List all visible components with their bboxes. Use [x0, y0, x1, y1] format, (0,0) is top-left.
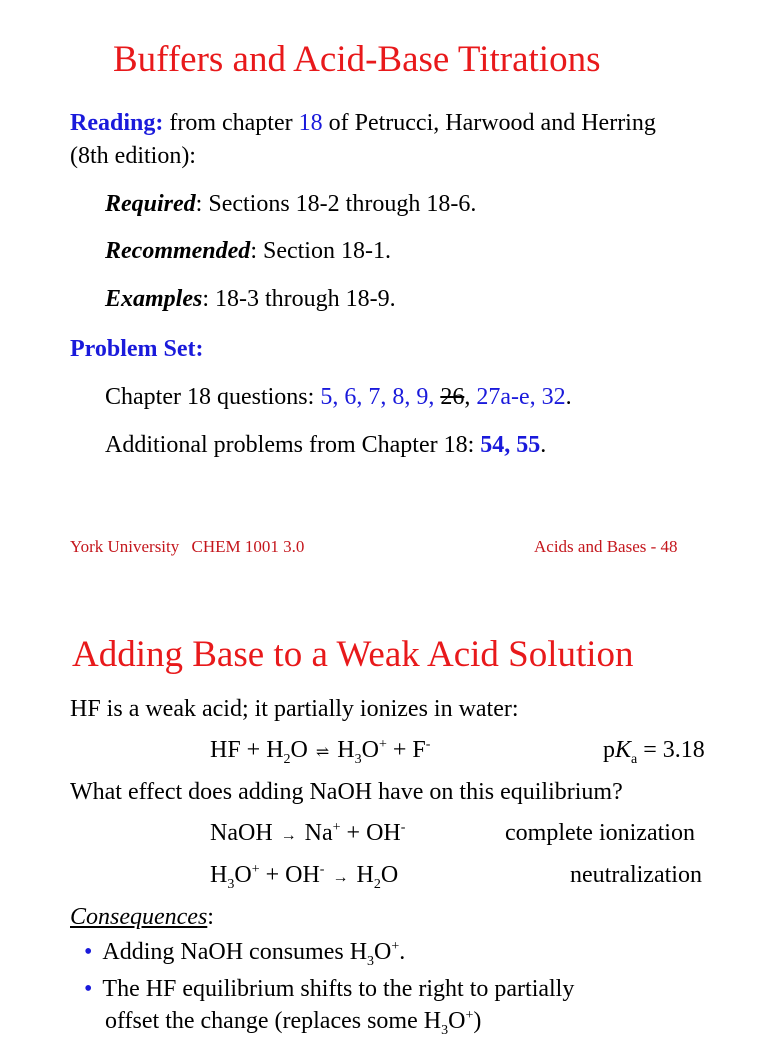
chapter-questions-list[interactable]: 5, 6, 7, 8, 9,: [320, 384, 435, 410]
recommended-line: [105, 238, 391, 265]
reading-chapter-link[interactable]: 18: [298, 110, 323, 136]
struck-question: 26: [440, 384, 465, 410]
reading-line: [70, 110, 656, 137]
question-comma: ,: [464, 384, 471, 410]
additional-list[interactable]: 54, 55: [480, 432, 541, 458]
chapter-questions-prefix: Chapter 18 questions:: [105, 384, 315, 410]
bullet-item-1: • Adding NaOH consumes $H_3O^+$.: [84, 939, 406, 969]
consequences-heading: [70, 904, 214, 931]
reading-text2: of Petrucci, Harwood and Herring: [328, 110, 656, 136]
examples-line: [105, 286, 396, 313]
required-line: [105, 191, 476, 218]
chapter-questions-list2[interactable]: 27a-e, 32: [476, 384, 566, 410]
equation-neutralization: $H_3O^+ + OH^- \to H_2O$: [210, 862, 399, 892]
reading-text1: from chapter: [169, 110, 293, 136]
required-text: : Sections 18-2 through 18-6.: [195, 191, 477, 217]
problem-set-label: Problem Set:: [70, 336, 204, 362]
label-complete-ionization: complete ionization: [505, 820, 695, 846]
additional-problems-line: [105, 432, 546, 459]
reading-edition: (8th edition):: [70, 143, 196, 169]
examples-text: : 18-3 through 18-9.: [202, 286, 396, 312]
chapter-questions-end: .: [565, 384, 572, 410]
required-label: Required: [105, 191, 196, 217]
footer-course: CHEM 1001 3.0: [191, 537, 305, 556]
slide1-title: Buffers and Acid-Base Titrations: [113, 39, 601, 80]
footer-right: Acids and Bases - 48: [534, 537, 678, 556]
bullet2-line1: The HF equilibrium shifts to the right to partially: [102, 976, 575, 1002]
consequences-colon: :: [207, 904, 214, 930]
bullet2-line2: offset the change (replaces some H: [105, 1008, 442, 1034]
bullet-item-2: [84, 976, 574, 1003]
chapter-questions-line: [105, 384, 572, 411]
additional-end: .: [540, 432, 547, 458]
bullet1-text: Adding NaOH consumes H: [102, 939, 368, 965]
footer-university: York University: [70, 537, 180, 556]
recommended-text: : Section 18-1.: [250, 238, 391, 264]
pka-number: = 3.18: [643, 737, 705, 763]
pka-value: $pK_a = 3.18$: [603, 737, 705, 767]
label-neutralization: neutralization: [570, 862, 702, 888]
intro-text: HF is a weak acid; it partially ionizes in water:: [70, 696, 519, 722]
consequences-label: Consequences: [70, 904, 208, 930]
examples-label: Examples: [105, 286, 203, 312]
footer-left: [70, 537, 304, 557]
bullet-item-2-continued: offset the change (replaces some $H_3O^+$): [105, 1008, 482, 1038]
bullet-icon: •: [84, 976, 93, 1002]
question-text: What effect does adding NaOH have on this equilibrium?: [70, 779, 623, 805]
bullet-icon: •: [84, 939, 93, 965]
recommended-label: Recommended: [105, 238, 251, 264]
additional-prefix: Additional problems from Chapter 18:: [105, 432, 475, 458]
equation-naoh: NaOH → Na+ + OH-: [210, 820, 406, 846]
slide2-title: Adding Base to a Weak Acid Solution: [72, 634, 634, 675]
reading-label: Reading:: [70, 110, 164, 136]
equation-hf: HF + $H_2O$ ⇌ $H_3O^+ + F^-$: [210, 737, 431, 767]
